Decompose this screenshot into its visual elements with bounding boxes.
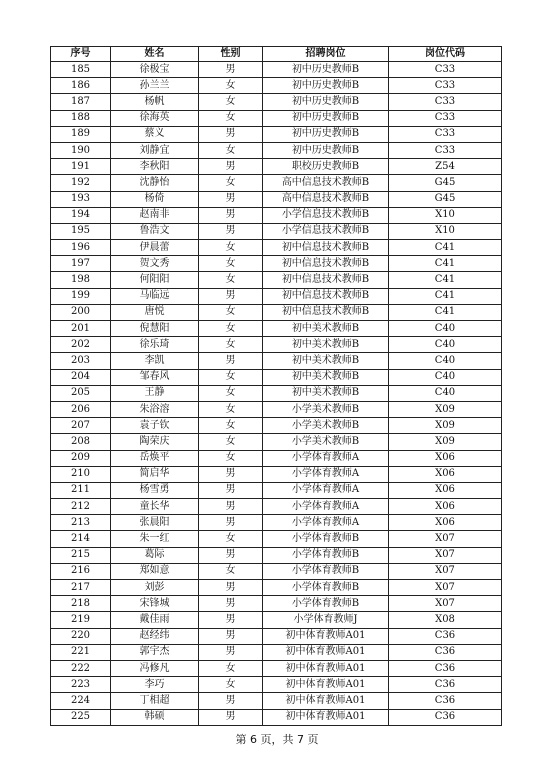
cell-position-code: C36 [389,644,502,660]
cell-gender: 男 [199,288,263,304]
cell-position: 小学美术教师B [263,418,389,434]
table-row [51,580,502,596]
cell-serial-no: 216 [51,563,111,579]
table-row [51,401,502,417]
table-row [51,159,502,175]
cell-serial-no: 185 [51,62,111,78]
table-row [51,207,502,223]
cell-serial-no: 219 [51,612,111,628]
table-row [51,385,502,401]
cell-position: 初中美术教师B [263,337,389,353]
cell-gender: 女 [199,434,263,450]
cell-name: 贺文秀 [111,256,199,272]
cell-position-code: Z54 [389,159,502,175]
cell-serial-no: 211 [51,482,111,498]
cell-serial-no: 222 [51,660,111,676]
cell-position: 初中体育教师A01 [263,709,389,725]
cell-position-code: C40 [389,385,502,401]
cell-gender: 女 [199,142,263,158]
cell-name: 张晨阳 [111,515,199,531]
cell-position-code: X10 [389,207,502,223]
cell-position-code: C41 [389,256,502,272]
cell-serial-no: 191 [51,159,111,175]
table-body [51,62,502,726]
cell-serial-no: 217 [51,580,111,596]
cell-name: 李秋阳 [111,159,199,175]
cell-gender: 男 [199,466,263,482]
cell-position-code: C36 [389,628,502,644]
cell-name: 朱一红 [111,531,199,547]
cell-name: 倪慧阳 [111,321,199,337]
cell-name: 朱浴溶 [111,401,199,417]
table-row [51,321,502,337]
table-row [51,531,502,547]
cell-name: 徐海英 [111,110,199,126]
table-row [51,628,502,644]
header-position-code: 岗位代码 [389,47,502,62]
cell-gender: 女 [199,337,263,353]
cell-serial-no: 221 [51,644,111,660]
cell-position-code: C41 [389,288,502,304]
cell-name: 袁子钦 [111,418,199,434]
cell-serial-no: 206 [51,401,111,417]
cell-name: 刘彭 [111,580,199,596]
cell-serial-no: 213 [51,515,111,531]
cell-position-code: X07 [389,596,502,612]
cell-gender: 女 [199,175,263,191]
cell-name: 赵经纬 [111,628,199,644]
cell-position-code: C36 [389,693,502,709]
table-row [51,515,502,531]
cell-position-code: G45 [389,191,502,207]
cell-gender: 男 [199,596,263,612]
cell-position-code: X07 [389,563,502,579]
table-row [51,612,502,628]
cell-position-code: X06 [389,515,502,531]
cell-gender: 女 [199,272,263,288]
cell-position: 高中信息技术教师B [263,191,389,207]
table-row [51,223,502,239]
cell-gender: 男 [199,223,263,239]
cell-serial-no: 196 [51,240,111,256]
table-header-row [51,47,502,62]
header-position: 招聘岗位 [263,47,389,62]
cell-serial-no: 214 [51,531,111,547]
cell-gender: 女 [199,418,263,434]
cell-position: 小学信息技术教师B [263,223,389,239]
cell-position: 初中美术教师B [263,385,389,401]
cell-serial-no: 193 [51,191,111,207]
cell-serial-no: 202 [51,337,111,353]
cell-name: 杨倚 [111,191,199,207]
cell-serial-no: 218 [51,596,111,612]
cell-gender: 男 [199,499,263,515]
table-row [51,62,502,78]
cell-name: 郑如意 [111,563,199,579]
cell-position: 小学体育教师B [263,596,389,612]
table-row [51,709,502,725]
cell-position-code: X07 [389,547,502,563]
cell-name: 郭宇杰 [111,644,199,660]
cell-serial-no: 198 [51,272,111,288]
cell-position: 初中美术教师B [263,353,389,369]
cell-position: 小学体育教师B [263,580,389,596]
roster-sheet [50,46,501,726]
header-name: 姓名 [111,47,199,62]
cell-position-code: C33 [389,62,502,78]
cell-position: 初中美术教师B [263,321,389,337]
cell-position-code: X09 [389,401,502,417]
cell-name: 鲁浩文 [111,223,199,239]
cell-gender: 女 [199,660,263,676]
cell-serial-no: 203 [51,353,111,369]
cell-serial-no: 197 [51,256,111,272]
table-row [51,288,502,304]
cell-name: 简启华 [111,466,199,482]
cell-position: 初中历史教师B [263,62,389,78]
cell-gender: 男 [199,709,263,725]
cell-gender: 男 [199,693,263,709]
cell-position: 初中信息技术教师B [263,288,389,304]
cell-serial-no: 205 [51,385,111,401]
cell-position: 小学体育教师A [263,466,389,482]
cell-position: 初中体育教师A01 [263,677,389,693]
cell-gender: 女 [199,240,263,256]
cell-position: 初中美术教师B [263,369,389,385]
cell-serial-no: 210 [51,466,111,482]
cell-serial-no: 199 [51,288,111,304]
cell-position-code: X06 [389,450,502,466]
cell-gender: 女 [199,94,263,110]
cell-position-code: C40 [389,369,502,385]
cell-gender: 男 [199,612,263,628]
cell-serial-no: 200 [51,304,111,320]
cell-position-code: X10 [389,223,502,239]
table-row [51,126,502,142]
cell-position: 小学体育教师A [263,482,389,498]
cell-name: 戴佳雨 [111,612,199,628]
cell-gender: 男 [199,515,263,531]
cell-gender: 女 [199,304,263,320]
cell-gender: 男 [199,482,263,498]
cell-gender: 男 [199,126,263,142]
table-row [51,450,502,466]
table-row [51,256,502,272]
header-gender: 性别 [199,47,263,62]
cell-serial-no: 215 [51,547,111,563]
cell-position-code: X08 [389,612,502,628]
cell-serial-no: 195 [51,223,111,239]
cell-serial-no: 189 [51,126,111,142]
cell-position-code: X09 [389,434,502,450]
table-row [51,175,502,191]
cell-position-code: C40 [389,321,502,337]
cell-serial-no: 224 [51,693,111,709]
cell-position: 初中信息技术教师B [263,272,389,288]
cell-position: 初中信息技术教师B [263,240,389,256]
cell-position: 职校历史教师B [263,159,389,175]
cell-position-code: C40 [389,337,502,353]
table-row [51,304,502,320]
cell-position-code: C33 [389,126,502,142]
table-row [51,677,502,693]
cell-position: 高中信息技术教师B [263,175,389,191]
cell-gender: 男 [199,644,263,660]
cell-name: 唐悦 [111,304,199,320]
cell-serial-no: 225 [51,709,111,725]
cell-position-code: C36 [389,660,502,676]
cell-position-code: X07 [389,531,502,547]
cell-gender: 女 [199,78,263,94]
cell-name: 葛际 [111,547,199,563]
cell-name: 王静 [111,385,199,401]
cell-position: 小学体育教师B [263,563,389,579]
cell-position-code: C36 [389,677,502,693]
cell-position: 初中历史教师B [263,126,389,142]
table-row [51,547,502,563]
table-row [51,353,502,369]
cell-gender: 女 [199,401,263,417]
cell-position: 初中信息技术教师B [263,304,389,320]
cell-position-code: C41 [389,240,502,256]
cell-serial-no: 220 [51,628,111,644]
cell-position: 小学体育教师J [263,612,389,628]
table-row [51,596,502,612]
cell-position: 小学体育教师B [263,531,389,547]
cell-position-code: X06 [389,499,502,515]
cell-position-code: C40 [389,353,502,369]
cell-name: 徐乐琦 [111,337,199,353]
cell-name: 冯修凡 [111,660,199,676]
cell-position: 小学体育教师B [263,547,389,563]
cell-gender: 女 [199,385,263,401]
cell-serial-no: 188 [51,110,111,126]
cell-name: 徐极宝 [111,62,199,78]
cell-position-code: C33 [389,94,502,110]
cell-serial-no: 192 [51,175,111,191]
cell-position: 小学美术教师B [263,401,389,417]
cell-position: 小学体育教师A [263,450,389,466]
cell-gender: 男 [199,580,263,596]
cell-name: 宋锋城 [111,596,199,612]
table-row [51,466,502,482]
cell-gender: 男 [199,62,263,78]
cell-position: 小学信息技术教师B [263,207,389,223]
table-row [51,337,502,353]
cell-serial-no: 201 [51,321,111,337]
cell-name: 杨帆 [111,94,199,110]
cell-position-code: X07 [389,580,502,596]
cell-position-code: X06 [389,466,502,482]
cell-name: 邹春风 [111,369,199,385]
cell-gender: 女 [199,563,263,579]
cell-gender: 男 [199,628,263,644]
cell-name: 赵南非 [111,207,199,223]
cell-gender: 男 [199,353,263,369]
cell-name: 丁相超 [111,693,199,709]
cell-serial-no: 186 [51,78,111,94]
table-row [51,693,502,709]
cell-serial-no: 204 [51,369,111,385]
cell-name: 陶荣庆 [111,434,199,450]
cell-gender: 女 [199,110,263,126]
cell-gender: 男 [199,207,263,223]
cell-name: 马临远 [111,288,199,304]
cell-name: 杨雪勇 [111,482,199,498]
cell-serial-no: 194 [51,207,111,223]
table-row [51,482,502,498]
table-row [51,142,502,158]
cell-name: 孙兰兰 [111,78,199,94]
cell-name: 蔡义 [111,126,199,142]
cell-position: 初中体育教师A01 [263,644,389,660]
table-row [51,78,502,94]
cell-name: 沈静怡 [111,175,199,191]
cell-position-code: X09 [389,418,502,434]
cell-gender: 男 [199,159,263,175]
table-row [51,191,502,207]
cell-position: 初中信息技术教师B [263,256,389,272]
cell-position-code: C36 [389,709,502,725]
table-row [51,272,502,288]
cell-gender: 女 [199,677,263,693]
cell-name: 李巧 [111,677,199,693]
header-serial-no: 序号 [51,47,111,62]
cell-name: 伊晨蕾 [111,240,199,256]
recruitment-table [50,46,502,726]
table-row [51,563,502,579]
table-row [51,660,502,676]
cell-position-code: C33 [389,110,502,126]
cell-position: 初中历史教师B [263,78,389,94]
cell-position: 初中历史教师B [263,94,389,110]
cell-serial-no: 209 [51,450,111,466]
cell-serial-no: 208 [51,434,111,450]
cell-name: 岳焕平 [111,450,199,466]
cell-position: 初中体育教师A01 [263,628,389,644]
cell-position: 初中体育教师A01 [263,660,389,676]
cell-position-code: C41 [389,304,502,320]
table-row [51,434,502,450]
table-row [51,418,502,434]
cell-position: 小学体育教师A [263,499,389,515]
cell-name: 童长华 [111,499,199,515]
table-row [51,110,502,126]
cell-serial-no: 187 [51,94,111,110]
cell-position: 小学体育教师A [263,515,389,531]
cell-serial-no: 223 [51,677,111,693]
cell-position: 初中历史教师B [263,110,389,126]
cell-gender: 女 [199,531,263,547]
cell-serial-no: 212 [51,499,111,515]
cell-position-code: C33 [389,142,502,158]
cell-name: 李凯 [111,353,199,369]
cell-gender: 女 [199,256,263,272]
cell-position-code: G45 [389,175,502,191]
table-row [51,369,502,385]
cell-position-code: X06 [389,482,502,498]
cell-position: 小学美术教师B [263,434,389,450]
page-footer: 第 6 页，共 7 页 [235,733,319,746]
cell-gender: 男 [199,191,263,207]
cell-position-code: C33 [389,78,502,94]
table-row [51,499,502,515]
cell-gender: 女 [199,321,263,337]
cell-position-code: C41 [389,272,502,288]
cell-serial-no: 190 [51,142,111,158]
cell-name: 韩硕 [111,709,199,725]
table-row [51,644,502,660]
cell-gender: 男 [199,547,263,563]
cell-gender: 女 [199,369,263,385]
cell-serial-no: 207 [51,418,111,434]
cell-position: 初中历史教师B [263,142,389,158]
table-row [51,240,502,256]
table-row [51,94,502,110]
cell-name: 刘静宜 [111,142,199,158]
cell-position: 初中体育教师A01 [263,693,389,709]
cell-gender: 女 [199,450,263,466]
cell-name: 何阳阳 [111,272,199,288]
